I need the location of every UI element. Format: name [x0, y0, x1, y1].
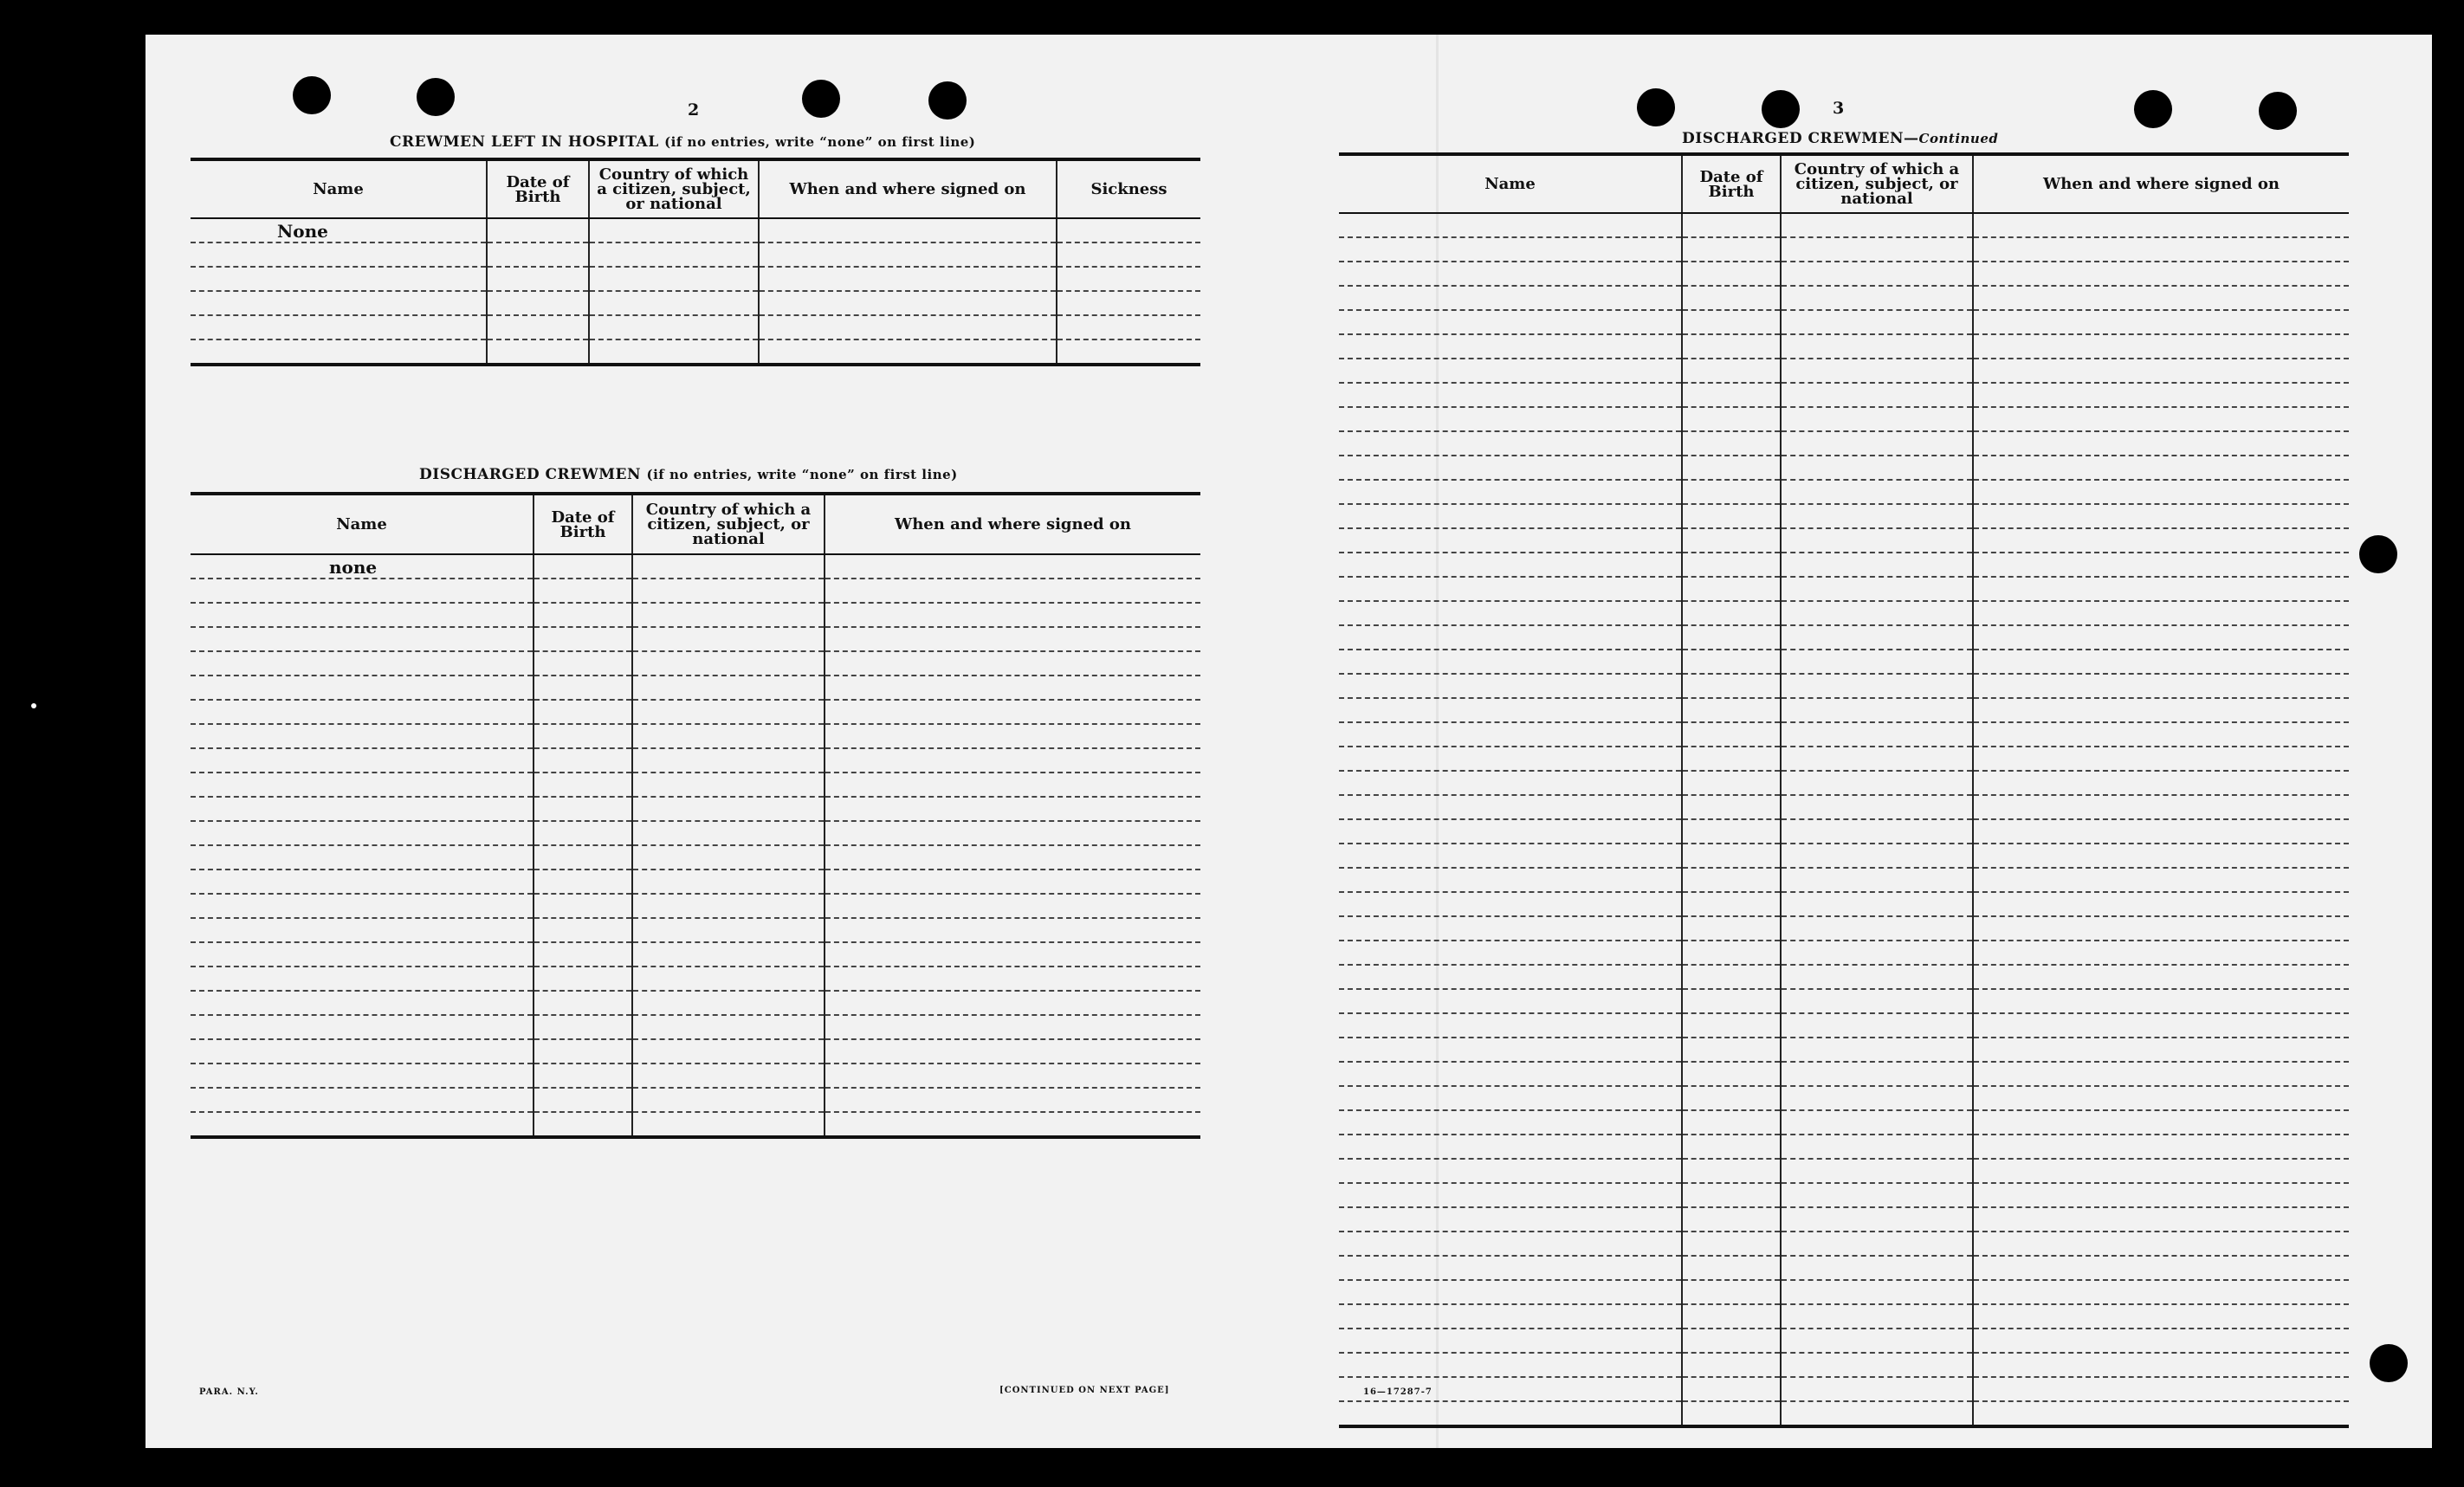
- table-row: [191, 676, 1200, 700]
- table-row: [191, 845, 1200, 870]
- punch-hole: [2259, 92, 2297, 130]
- table-row: [191, 942, 1200, 967]
- discharged-title-text: DISCHARGED CREWMEN: [419, 466, 642, 483]
- discharged-continued-title: [1682, 130, 1998, 147]
- table-row: [1339, 771, 2349, 795]
- table-row: [1339, 334, 2349, 359]
- table-row: [191, 773, 1200, 797]
- punch-hole: [2359, 535, 2397, 573]
- discharged-title-note: (if no entries, write “none” on first line): [646, 467, 958, 482]
- table-row: [1339, 383, 2349, 407]
- hospital-title-note: (if no entries, write “none” on first line): [664, 134, 976, 150]
- table-row: [1339, 650, 2349, 674]
- table-row: [1339, 237, 2349, 262]
- table-row: [1339, 1062, 2349, 1086]
- hospital-section-title: [390, 133, 975, 151]
- table-row: [191, 748, 1200, 773]
- column-header-country: Country of which a citizen, subject, or national: [1781, 154, 1973, 213]
- column-header-signed-on: When and where signed on: [759, 159, 1057, 218]
- column-header-date-of-birth: Date of Birth: [487, 159, 589, 218]
- column-header-name: Name: [1339, 154, 1682, 213]
- punch-hole: [1637, 88, 1675, 126]
- table-row: [191, 242, 1200, 267]
- table-row: [1339, 625, 2349, 650]
- table-row: [1339, 1038, 2349, 1062]
- column-header-country: Country of which a citizen, subject, or national: [632, 494, 825, 554]
- table-row: [1339, 916, 2349, 941]
- discharged-table: [191, 492, 1200, 1139]
- table-row: [1339, 456, 2349, 480]
- table-row: [191, 1039, 1200, 1064]
- table-row: [191, 821, 1200, 845]
- column-header-signed-on: When and where signed on: [1973, 154, 2349, 213]
- hospital-title-text: CREWMEN LEFT IN HOSPITAL: [390, 133, 659, 151]
- table-row: [191, 1088, 1200, 1112]
- table-row: [1339, 1256, 2349, 1280]
- table-row: [1339, 528, 2349, 553]
- table-row: [191, 603, 1200, 627]
- table-row: [1339, 1013, 2349, 1038]
- punch-hole: [2134, 90, 2172, 128]
- first-entry: None: [191, 218, 487, 242]
- table-row: [1339, 1232, 2349, 1256]
- punch-hole: [802, 80, 840, 118]
- table-row: [1339, 1401, 2349, 1426]
- table-row: [1339, 747, 2349, 771]
- discharged-continued-title-text: DISCHARGED CREWMEN—: [1682, 130, 1919, 147]
- table-row: [191, 991, 1200, 1015]
- table-row: [191, 579, 1200, 603]
- table-row: [1339, 1183, 2349, 1207]
- table-row: [191, 797, 1200, 821]
- table-row: [1339, 407, 2349, 431]
- table-row: [1339, 965, 2349, 989]
- table-row: [191, 918, 1200, 942]
- punch-hole: [928, 81, 967, 120]
- table-row: [191, 339, 1200, 365]
- punch-hole: [2370, 1344, 2408, 1382]
- column-header-signed-on: When and where signed on: [825, 494, 1200, 554]
- form-number: 16—17287-7: [1363, 1387, 1432, 1397]
- discharged-section-title: [419, 466, 958, 483]
- table-row: [1339, 1329, 2349, 1353]
- table-row: [1339, 674, 2349, 698]
- table-row: [191, 870, 1200, 894]
- continued-note: [CONTINUED ON NEXT PAGE]: [999, 1386, 1170, 1395]
- column-header-sickness: Sickness: [1057, 159, 1200, 218]
- table-row: [191, 554, 1200, 579]
- page-number-left: 2: [688, 100, 700, 120]
- table-row: [1339, 601, 2349, 625]
- table-row: [191, 1064, 1200, 1088]
- table-row: [1339, 989, 2349, 1013]
- table-row: [191, 724, 1200, 748]
- table-row: [1339, 1110, 2349, 1135]
- table-row: [191, 627, 1200, 651]
- table-row: [1339, 819, 2349, 844]
- table-row: [191, 894, 1200, 918]
- page-number-right: 3: [1833, 99, 1845, 118]
- column-header-country: Country of which a citizen, subject, or national: [589, 159, 759, 218]
- punch-hole: [1762, 90, 1800, 128]
- table-row: [1339, 1159, 2349, 1183]
- table-row: [1339, 795, 2349, 819]
- table-row: [1339, 1280, 2349, 1304]
- punch-hole: [293, 76, 331, 114]
- table-row: [1339, 698, 2349, 722]
- column-header-date-of-birth: Date of Birth: [534, 494, 632, 554]
- first-entry: none: [191, 554, 534, 579]
- table-row: [191, 1112, 1200, 1137]
- table-row: [1339, 1207, 2349, 1232]
- table-row: [191, 1015, 1200, 1039]
- discharged-continued-suffix: Continued: [1918, 131, 1999, 146]
- hospital-table: [191, 158, 1200, 366]
- table-row: [191, 315, 1200, 339]
- dust-speck: [31, 703, 36, 708]
- table-row: [1339, 504, 2349, 528]
- table-row: [191, 651, 1200, 676]
- form-sheet: [146, 35, 2432, 1448]
- table-row: [1339, 577, 2349, 601]
- table-row: [191, 967, 1200, 991]
- table-row: [1339, 722, 2349, 747]
- printer-mark: PARA. N.Y.: [199, 1387, 259, 1397]
- table-row: [1339, 213, 2349, 237]
- table-row: [1339, 359, 2349, 383]
- punch-hole: [417, 78, 455, 116]
- table-row: [1339, 941, 2349, 965]
- table-row: [1339, 431, 2349, 456]
- table-row: [1339, 480, 2349, 504]
- column-header-name: Name: [191, 494, 534, 554]
- discharged-continued-table: [1339, 152, 2349, 1428]
- table-row: [1339, 553, 2349, 577]
- table-row: [1339, 1135, 2349, 1159]
- table-row: [1339, 262, 2349, 286]
- table-row: [1339, 286, 2349, 310]
- table-row: [191, 291, 1200, 315]
- table-row: [191, 700, 1200, 724]
- column-header-name: Name: [191, 159, 487, 218]
- column-header-date-of-birth: Date of Birth: [1682, 154, 1781, 213]
- table-row: [1339, 892, 2349, 916]
- table-row: [1339, 844, 2349, 868]
- table-row: [1339, 310, 2349, 334]
- table-row: [1339, 1304, 2349, 1329]
- table-row: [1339, 1377, 2349, 1401]
- table-row: [1339, 1086, 2349, 1110]
- table-row: [191, 218, 1200, 242]
- table-row: [191, 267, 1200, 291]
- table-row: [1339, 1353, 2349, 1377]
- table-row: [1339, 868, 2349, 892]
